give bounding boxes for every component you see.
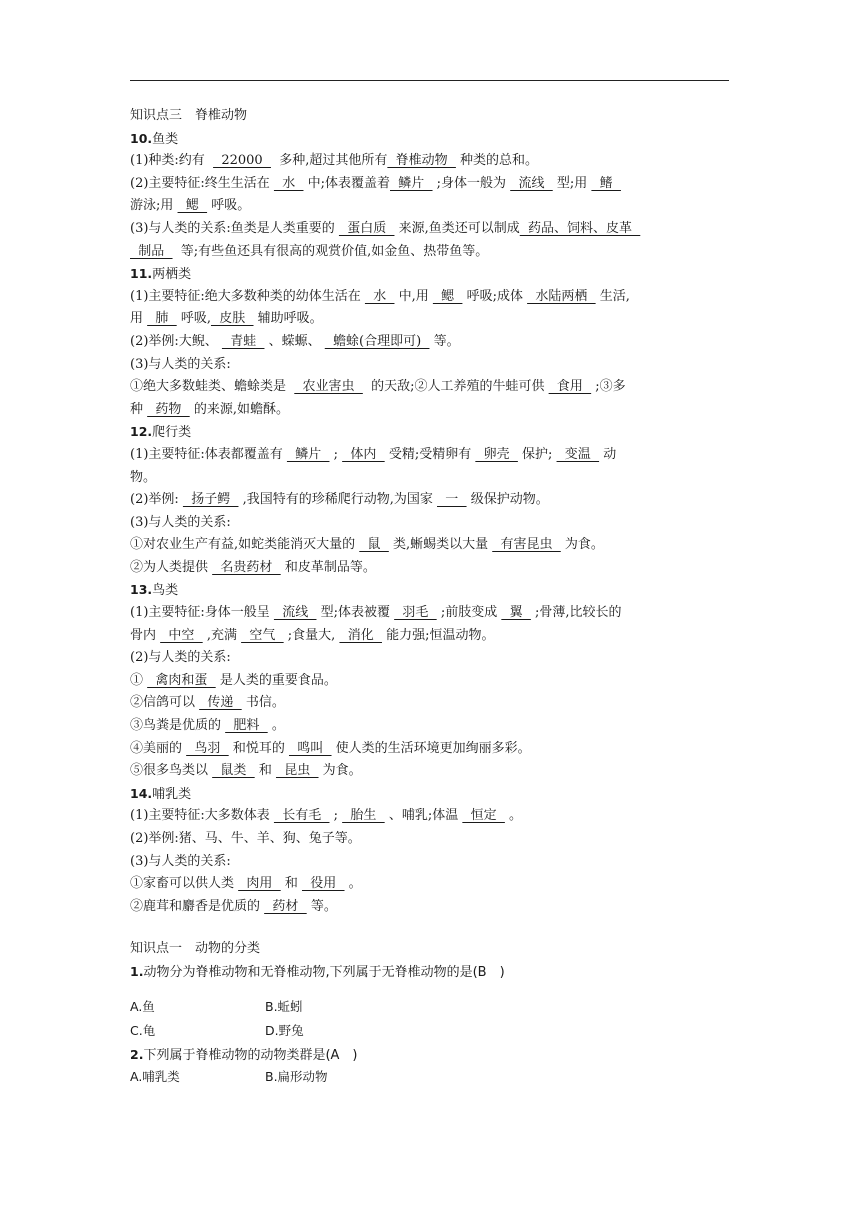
amphibian-line-1: (1)主要特征:绝大多数种类的幼体生活在 水 中,用 鳃 呼吸;成体 水陆两栖 生活, <box>130 288 630 304</box>
bird-line-7: ④美丽的 鸟羽 和悦耳的 鸣叫 使人类的生活环境更加绚丽多彩。 <box>130 740 531 756</box>
amphibian-line-4: (3)与人类的关系: <box>130 356 231 372</box>
amphibian-line-5: ①绝大多数蛙类、蟾蜍类是 农业害虫 的天敌;②人工养殖的牛蛙可供 食用 ;③多 <box>130 379 626 395</box>
section-spacer <box>130 918 730 938</box>
question-1: 1.动物分为脊椎动物和无脊椎动物,下列属于无脊椎动物的是(B ) <box>130 963 505 980</box>
option-d: D.野兔 <box>265 1022 304 1038</box>
option-b: B.扁形动物 <box>265 1069 328 1085</box>
fish-line-1: (1)种类:约有 22000 多种,超过其他所有 脊椎动物 种类的总和。 <box>130 153 539 169</box>
mammal-line-5: ②鹿茸和麝香是优质的 药材 等。 <box>130 898 337 914</box>
option-b: B.蚯蚓 <box>265 998 303 1014</box>
fish-heading: 10.鱼类 <box>130 130 179 147</box>
reptile-line-4: (3)与人类的关系: <box>130 514 231 530</box>
bird-heading: 13.鸟类 <box>130 582 179 599</box>
mammal-line-1: (1)主要特征:大多数体表 长有毛 ; 胎生 、哺乳;体温 恒定 。 <box>130 808 523 824</box>
reptile-line-1: (1)主要特征:体表都覆盖有 鳞片 ; 体内 受精;受精卵有 卵壳 保护; 变温 动 <box>130 446 617 462</box>
mammal-line-4: ①家畜可以供人类 肉用 和 役用 。 <box>130 876 362 892</box>
fish-line-5: 制品 等;有些鱼还具有很高的观赏价值,如金鱼、热带鱼等。 <box>130 243 489 259</box>
question-1-options-row-1 <box>130 996 730 1020</box>
mammal-line-3: (3)与人类的关系: <box>130 853 231 869</box>
bird-line-3: (2)与人类的关系: <box>130 650 231 666</box>
reptile-line-2: 物。 <box>130 469 157 485</box>
bird-line-4: ① 禽肉和蛋 是人类的重要食品。 <box>130 672 337 688</box>
fish-line-2: (2)主要特征:终生生活在 水 中;体表覆盖着 鳞片 ;身体一般为 流线 型;用 鳍 <box>130 175 621 191</box>
section1-title: 知识点一 动物的分类 <box>130 941 261 957</box>
bird-line-8: ⑤很多鸟类以 鼠类 和 昆虫 为食。 <box>130 763 362 779</box>
mammal-line-2: (2)举例:猪、马、牛、羊、狗、兔子等。 <box>130 831 361 846</box>
question-1-options-row-2 <box>130 1020 730 1044</box>
bird-line-1: (1)主要特征:身体一般呈 流线 型;体表被覆 羽毛 ;前肢变成 翼 ;骨薄,比较长的 <box>130 605 622 621</box>
amphibian-line-2: 用 肺 呼吸, 皮肤 辅助呼吸。 <box>130 311 323 327</box>
bird-line-2: 骨内 中空 ,充满 空气 ;食量大, 消化 能力强;恒温动物。 <box>130 627 495 643</box>
question-spacer <box>130 984 730 996</box>
bird-line-5: ②信鸽可以 传递 书信。 <box>130 695 285 711</box>
bird-line-6: ③鸟粪是优质的 肥料 。 <box>130 718 285 734</box>
document-body <box>130 105 730 1090</box>
reptile-line-6: ②为人类提供 名贵药材 和皮革制品等。 <box>130 559 376 575</box>
reptile-line-3: (2)举例: 扬子鳄 ,我国特有的珍稀爬行动物,为国家 一 级保护动物。 <box>130 492 549 508</box>
amphibian-line-3: (2)举例:大鲵、 青蛙 、蝾螈、 蟾蜍(合理即可) 等。 <box>130 333 460 349</box>
question-2-options-row-1 <box>130 1066 730 1090</box>
amphibian-heading: 11.两栖类 <box>130 266 192 283</box>
mammal-heading: 14.哺乳类 <box>130 785 192 802</box>
section3-title: 知识点三 脊椎动物 <box>130 108 248 123</box>
reptile-heading: 12.爬行类 <box>130 424 192 441</box>
option-a: A.鱼 <box>130 998 155 1014</box>
fish-line-4: (3)与人类的关系:鱼类是人类重要的 蛋白质 来源,鱼类还可以制成 药品、饲料、皮革 <box>130 220 641 236</box>
option-a: A.哺乳类 <box>130 1069 180 1085</box>
fish-line-3: 游泳;用 鳃 呼吸。 <box>130 198 251 214</box>
option-c: C.龟 <box>130 1022 156 1038</box>
reptile-line-5: ①对农业生产有益,如蛇类能消灭大量的 鼠 类,蜥蜴类以大量 有害昆虫 为食。 <box>130 537 604 553</box>
amphibian-line-6: 种 药物 的来源,如蟾酥。 <box>130 401 289 417</box>
header-rule <box>130 80 729 81</box>
question-2: 2.下列属于脊椎动物的动物类群是(A ) <box>130 1046 358 1063</box>
